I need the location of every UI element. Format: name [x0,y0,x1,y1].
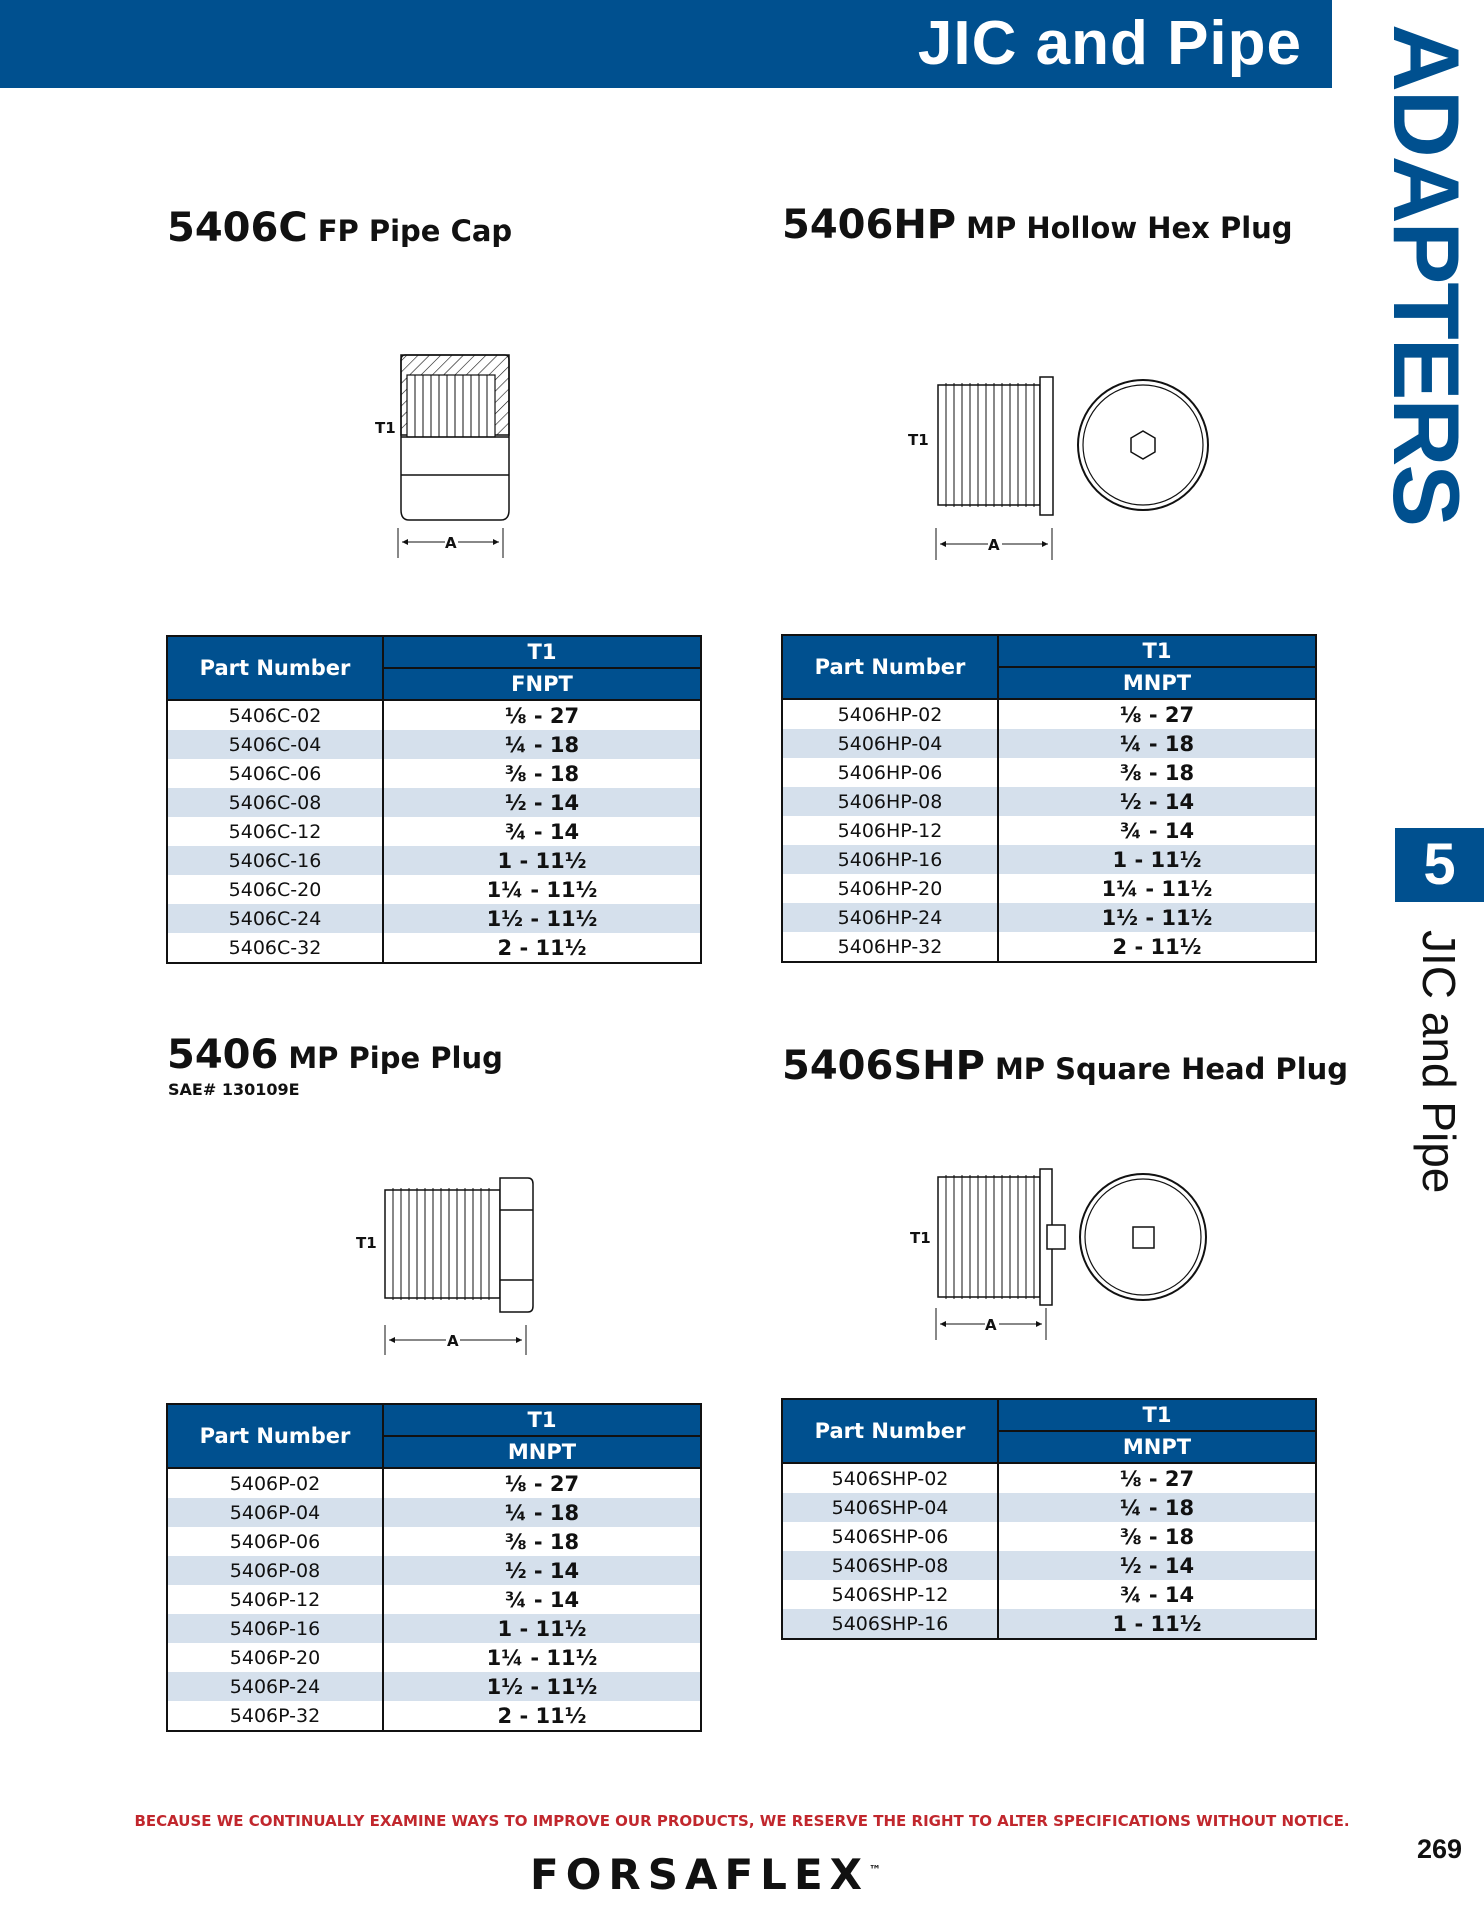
t1-header: T1 [383,1404,701,1436]
product-title-5406shp [782,1043,1348,1089]
product-description: MP Pipe Plug [288,1041,503,1075]
table-row [782,729,1316,758]
a-label: A [445,534,457,552]
square-head-plug-drawing [900,1165,1220,1350]
table-row [782,903,1316,932]
trademark-symbol: ™ [869,1863,882,1877]
brand-logo [530,1850,881,1899]
thread-cell: ⅛ - 27 [998,1463,1316,1493]
section-name-text: JIC and Pipe [1413,930,1465,1194]
disclaimer: BECAUSE WE CONTINUALLY EXAMINE WAYS TO IMPROVE OUR PRODUCTS, WE RESERVE THE RIGHT TO ALTER SPECIFICATIONS WITHOUT NOTICE. [134,1812,1350,1830]
table-row [782,932,1316,962]
part-number-cell: 5406P-16 [167,1614,383,1643]
product-title-5406hp [782,202,1293,248]
spec-table-5406hp [781,634,1317,963]
table-row [782,1551,1316,1580]
table-row [782,874,1316,903]
pipe-cap-drawing [365,340,525,570]
part-number-cell: 5406C-32 [167,933,383,963]
page-title: JIC and Pipe [917,9,1302,78]
part-number-cell: 5406C-04 [167,730,383,759]
part-number-cell: 5406P-32 [167,1701,383,1731]
thread-cell: ¼ - 18 [383,1498,701,1527]
thread-cell: ½ - 14 [998,1551,1316,1580]
table-row [167,1527,701,1556]
product-code: 5406 [167,1032,279,1078]
part-number-header: Part Number [782,635,998,699]
table-row [167,1614,701,1643]
thread-cell: 2 - 11½ [383,1701,701,1731]
page-number: 269 [1416,1834,1462,1864]
thread-cell: ½ - 14 [998,787,1316,816]
category-label [1374,24,1484,526]
table-row [167,933,701,963]
thread-cell: ⅜ - 18 [998,758,1316,787]
t1-header: T1 [998,635,1316,667]
table-row [167,1498,701,1527]
part-number-cell: 5406HP-08 [782,787,998,816]
part-number-header: Part Number [167,636,383,700]
thread-cell: ⅛ - 27 [383,1468,701,1498]
table-row [167,730,701,759]
thread-cell: 2 - 11½ [383,933,701,963]
brand-name: FORSAFLEX [530,1850,870,1899]
table-row [782,845,1316,874]
part-number-cell: 5406SHP-06 [782,1522,998,1551]
thread-cell: 1 - 11½ [383,846,701,875]
thread-cell: 2 - 11½ [998,932,1316,962]
part-number-cell: 5406SHP-08 [782,1551,998,1580]
a-label: A [988,536,1000,554]
thread-cell: ¾ - 14 [383,817,701,846]
product-description: FP Pipe Cap [317,214,513,248]
part-number-cell: 5406HP-12 [782,816,998,845]
section-name-label [1412,930,1472,1230]
part-number-cell: 5406P-02 [167,1468,383,1498]
table-row [167,846,701,875]
thread-type-header: FNPT [383,668,701,700]
part-number-cell: 5406P-04 [167,1498,383,1527]
part-number-cell: 5406HP-06 [782,758,998,787]
part-number-cell: 5406P-08 [167,1556,383,1585]
thread-cell: 1 - 11½ [998,845,1316,874]
sae-number: SAE# 130109E [168,1080,300,1099]
t1-label: T1 [910,1229,931,1247]
part-number-cell: 5406HP-20 [782,874,998,903]
thread-cell: ¼ - 18 [998,729,1316,758]
table-row [167,1701,701,1731]
part-number-cell: 5406HP-32 [782,932,998,962]
product-title-5406c [167,205,512,251]
thread-cell: 1¼ - 11½ [383,1643,701,1672]
section-number-tab: 5 [1395,828,1484,902]
table-row [167,1585,701,1614]
table-row [782,1493,1316,1522]
product-title-5406 [167,1032,503,1078]
a-label: A [985,1316,997,1334]
table-row [167,759,701,788]
table-row [167,1468,701,1498]
table-row [167,700,701,730]
table-row [167,817,701,846]
t1-label: T1 [356,1234,377,1252]
part-number-cell: 5406SHP-16 [782,1609,998,1639]
t1-label: T1 [908,431,929,449]
table-row [782,1522,1316,1551]
part-number-cell: 5406HP-04 [782,729,998,758]
thread-cell: ¾ - 14 [998,816,1316,845]
thread-cell: ⅜ - 18 [383,1527,701,1556]
part-number-cell: 5406P-24 [167,1672,383,1701]
thread-cell: ½ - 14 [383,1556,701,1585]
table-row [167,904,701,933]
part-number-cell: 5406P-06 [167,1527,383,1556]
spec-table-5406 [166,1403,702,1732]
thread-cell: ¾ - 14 [998,1580,1316,1609]
table-row [782,758,1316,787]
part-number-cell: 5406C-02 [167,700,383,730]
part-number-cell: 5406HP-24 [782,903,998,932]
table-row [782,1580,1316,1609]
part-number-cell: 5406SHP-12 [782,1580,998,1609]
spec-table-5406shp [781,1398,1317,1640]
part-number-header: Part Number [167,1404,383,1468]
product-code: 5406C [167,205,308,251]
thread-type-header: MNPT [383,1436,701,1468]
part-number-cell: 5406C-20 [167,875,383,904]
table-row [782,816,1316,845]
part-number-cell: 5406C-08 [167,788,383,817]
table-row [782,787,1316,816]
hollow-hex-plug-drawing [900,365,1220,570]
thread-cell: ⅛ - 27 [383,700,701,730]
part-number-cell: 5406HP-02 [782,699,998,729]
product-description: MP Hollow Hex Plug [966,211,1293,245]
thread-cell: 1½ - 11½ [383,904,701,933]
part-number-cell: 5406SHP-04 [782,1493,998,1522]
part-number-cell: 5406P-20 [167,1643,383,1672]
t1-header: T1 [383,636,701,668]
thread-cell: ¾ - 14 [383,1585,701,1614]
part-number-cell: 5406C-24 [167,904,383,933]
product-code: 5406SHP [782,1043,985,1089]
t1-label: T1 [375,419,396,437]
table-row [167,1643,701,1672]
table-row [167,1556,701,1585]
table-row [782,1463,1316,1493]
thread-cell: 1½ - 11½ [998,903,1316,932]
part-number-cell: 5406C-06 [167,759,383,788]
thread-cell: 1½ - 11½ [383,1672,701,1701]
thread-type-header: MNPT [998,667,1316,699]
thread-cell: 1¼ - 11½ [998,874,1316,903]
table-row [782,1609,1316,1639]
thread-cell: ⅜ - 18 [383,759,701,788]
thread-cell: 1 - 11½ [383,1614,701,1643]
table-row [782,699,1316,729]
thread-cell: ⅛ - 27 [998,699,1316,729]
header-bar [0,0,1332,88]
spec-table-5406c [166,635,702,964]
thread-cell: ½ - 14 [383,788,701,817]
part-number-cell: 5406HP-16 [782,845,998,874]
thread-type-header: MNPT [998,1431,1316,1463]
thread-cell: ¼ - 18 [998,1493,1316,1522]
table-row [167,875,701,904]
category-text: ADAPTERS [1374,24,1479,526]
part-number-cell: 5406C-12 [167,817,383,846]
thread-cell: 1 - 11½ [998,1609,1316,1639]
t1-header: T1 [998,1399,1316,1431]
a-label: A [447,1332,459,1350]
part-number-cell: 5406SHP-02 [782,1463,998,1493]
part-number-cell: 5406P-12 [167,1585,383,1614]
pipe-plug-drawing [350,1170,550,1360]
table-row [167,788,701,817]
thread-cell: 1¼ - 11½ [383,875,701,904]
part-number-header: Part Number [782,1399,998,1463]
part-number-cell: 5406C-16 [167,846,383,875]
thread-cell: ¼ - 18 [383,730,701,759]
product-description: MP Square Head Plug [994,1052,1349,1086]
table-row [167,1672,701,1701]
thread-cell: ⅜ - 18 [998,1522,1316,1551]
product-code: 5406HP [782,202,957,248]
